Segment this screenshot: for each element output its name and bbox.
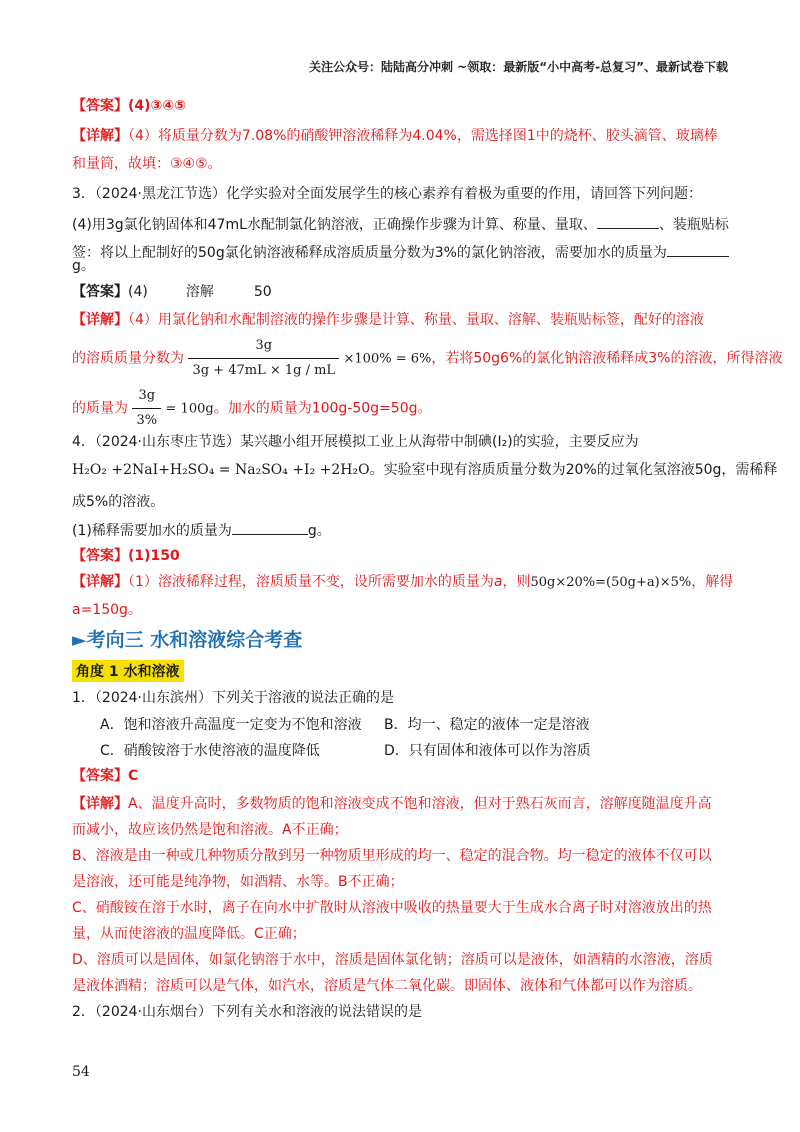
detail-4-line1	[72, 572, 733, 593]
fraction-denominator: 3g + 47mL × 1g / mL	[192, 363, 336, 378]
detail-text: （1）溶液稀释过程，溶质质量不变，设所需要加水的质量为	[128, 574, 494, 590]
option-b: B．均一、稳定的液体一定是溶液	[384, 717, 590, 733]
detail-line-cont: 和量筒，故填：③④⑤。	[72, 156, 222, 172]
detail-3-line1	[72, 310, 704, 330]
detail-1-line6: 量，从而使溶液的温度降低。C正确；	[72, 926, 306, 942]
option-a: A．饱和溶液升高温度一定变为不饱和溶液	[100, 717, 362, 733]
answer-value-2: 50	[253, 284, 272, 300]
q4-text: g。	[307, 523, 331, 539]
answer-3	[72, 282, 272, 302]
question-2-stem: 2．（2024·山东烟台）下列有关水和溶液的说法错误的是	[72, 1004, 422, 1020]
option-d: D．只有固体和液体可以作为溶质	[384, 743, 591, 759]
q3-text-a: (4)用3g氯化钠固体和47mL水配制氯化钠溶液，正确操作步骤为计算、称量、量取、	[72, 217, 597, 233]
detail-line	[72, 126, 718, 146]
answer-blank	[232, 520, 308, 535]
page-number: 54	[72, 1064, 90, 1080]
detail-3-line2	[72, 336, 782, 381]
detail-1-line1	[72, 794, 712, 814]
detail-1-line4: 是溶液，还可能是纯净物，如酒精、水等。B不正确；	[72, 874, 404, 890]
answer-4	[72, 546, 180, 566]
detail-4-line2: a=150g。	[72, 602, 142, 618]
question-3-stem: 3．（2024·黑龙江节选）化学实验对全面发展学生的核心素养有着极为重要的作用，请回答下列问题：	[72, 186, 702, 202]
answer-tag: 【答案】	[72, 98, 128, 114]
question-4-line3: 成5%的溶液。	[72, 494, 165, 510]
dilution-equation: 50g×20%=(50g+a)×5%	[530, 575, 692, 590]
detail-text: ，若将50g6%的氯化钠溶液稀释成3%的溶液，所得溶液	[431, 350, 783, 367]
detail-text: （4）将质量分数为7.08%的硝酸钾溶液稀释为4.04%，需选择图1中的烧杯、胶头滴管、玻璃棒	[128, 128, 718, 144]
fraction-numerator: 3g	[132, 386, 161, 409]
answer-part: (4)	[128, 284, 148, 300]
detail-1-line5: C、硝酸铵在溶于水时，离子在向水中扩散时从溶液中吸收的热量要大于生成水合离子时对溶液放出的热	[72, 900, 712, 916]
question-4-part1	[72, 520, 331, 541]
detail-tag: 【详解】	[72, 128, 128, 144]
detail-tag: 【详解】	[72, 312, 128, 328]
question-3-part4	[72, 214, 729, 235]
detail-text: 。加水的质量为100g-50g=50g。	[213, 400, 432, 417]
answer-value-1: 溶解	[185, 284, 214, 300]
answer-line	[72, 96, 186, 116]
q4-text: (1)稀释需要加水的质量为	[72, 523, 232, 539]
answer-blank	[597, 214, 659, 229]
answer-text: (1)150	[128, 548, 180, 564]
formula-tail: ×100% = 6%	[343, 351, 432, 367]
question-4-stem: 4．（2024·山东枣庄节选）某兴趣小组开展模拟工业上从海带中制碘(I₂)的实验，主要反应为	[72, 434, 639, 450]
answer-tag: 【答案】	[72, 548, 128, 564]
solution-mass-formula	[132, 386, 161, 431]
answer-1	[72, 766, 138, 786]
detail-text: ，解得	[691, 574, 734, 590]
fraction-denominator: 3%	[136, 413, 158, 428]
question-3-line3	[72, 242, 729, 263]
reaction-equation: H₂O₂ +2NaI+H₂SO₄ = Na₂SO₄ +I₂ +2H₂O	[72, 462, 370, 478]
answer-text: (4)③④⑤	[128, 98, 187, 114]
detail-3-line3	[72, 386, 432, 431]
page-header: 关注公众号：陆陆高分冲刺 ~领取：最新版“小中高考-总复习”、最新试卷下载	[309, 60, 728, 74]
question-3-line4: g。	[72, 258, 95, 274]
q3-text-b: 、装瓶贴标	[658, 217, 729, 233]
detail-text: 的溶质质量分数为	[72, 350, 184, 367]
question-1-stem: 1．（2024·山东滨州）下列关于溶液的说法正确的是	[72, 690, 394, 706]
answer-tag: 【答案】	[72, 284, 128, 300]
angle-label: 角度 1 水和溶液	[72, 660, 184, 682]
question-4-line2	[72, 460, 777, 480]
q4-text: 。实验室中现有溶质质量分数为20%的过氧化氢溶液50g，需稀释	[369, 462, 778, 478]
detail-1-line8: 是液体酒精；溶质可以是气体，如汽水，溶质是气体二氧化碳。即固体、液体和气体都可以作为溶质。	[72, 978, 702, 994]
answer-tag: 【答案】	[72, 768, 128, 784]
mass-fraction-formula	[188, 336, 339, 381]
detail-text: 的质量为	[72, 400, 128, 417]
detail-text: A、温度升高时，多数物质的饱和溶液变成不饱和溶液，但对于熟石灰而言，溶解度随温度升高	[128, 796, 712, 812]
detail-1-line7: D、溶质可以是固体，如氯化钠溶于水中，溶质是固体氯化钠；溶质可以是液体，如酒精的水溶液，溶质	[72, 952, 713, 968]
variable-a: a	[493, 574, 503, 590]
detail-1-line3: B、溶液是由一种或几种物质分散到另一种物质里形成的均一、稳定的混合物。均一稳定的液体不仅可以	[72, 848, 712, 864]
detail-tag: 【详解】	[72, 796, 128, 812]
answer-blank	[667, 242, 729, 257]
detail-text: （4）用氯化钠和水配制溶液的操作步骤是计算、称量、量取、溶解、装瓶贴标签，配好的溶液	[128, 312, 704, 328]
formula-tail: = 100g	[165, 401, 214, 417]
detail-tag: 【详解】	[72, 574, 128, 590]
detail-1-line2: 而减小，故应该仍然是饱和溶液。A不正确；	[72, 822, 348, 838]
section-heading: ►考向三 水和溶液综合考查	[72, 629, 303, 651]
detail-text: ，则	[502, 574, 531, 590]
answer-text: C	[128, 768, 139, 784]
fraction-numerator: 3g	[188, 336, 339, 359]
option-c: C．硝酸铵溶于水使溶液的温度降低	[100, 743, 320, 759]
q3-text-c: 签：将以上配制好的50g氯化钠溶液稀释成溶质质量分数为3%的氯化钠溶液，需要加水的质量为	[72, 245, 667, 261]
